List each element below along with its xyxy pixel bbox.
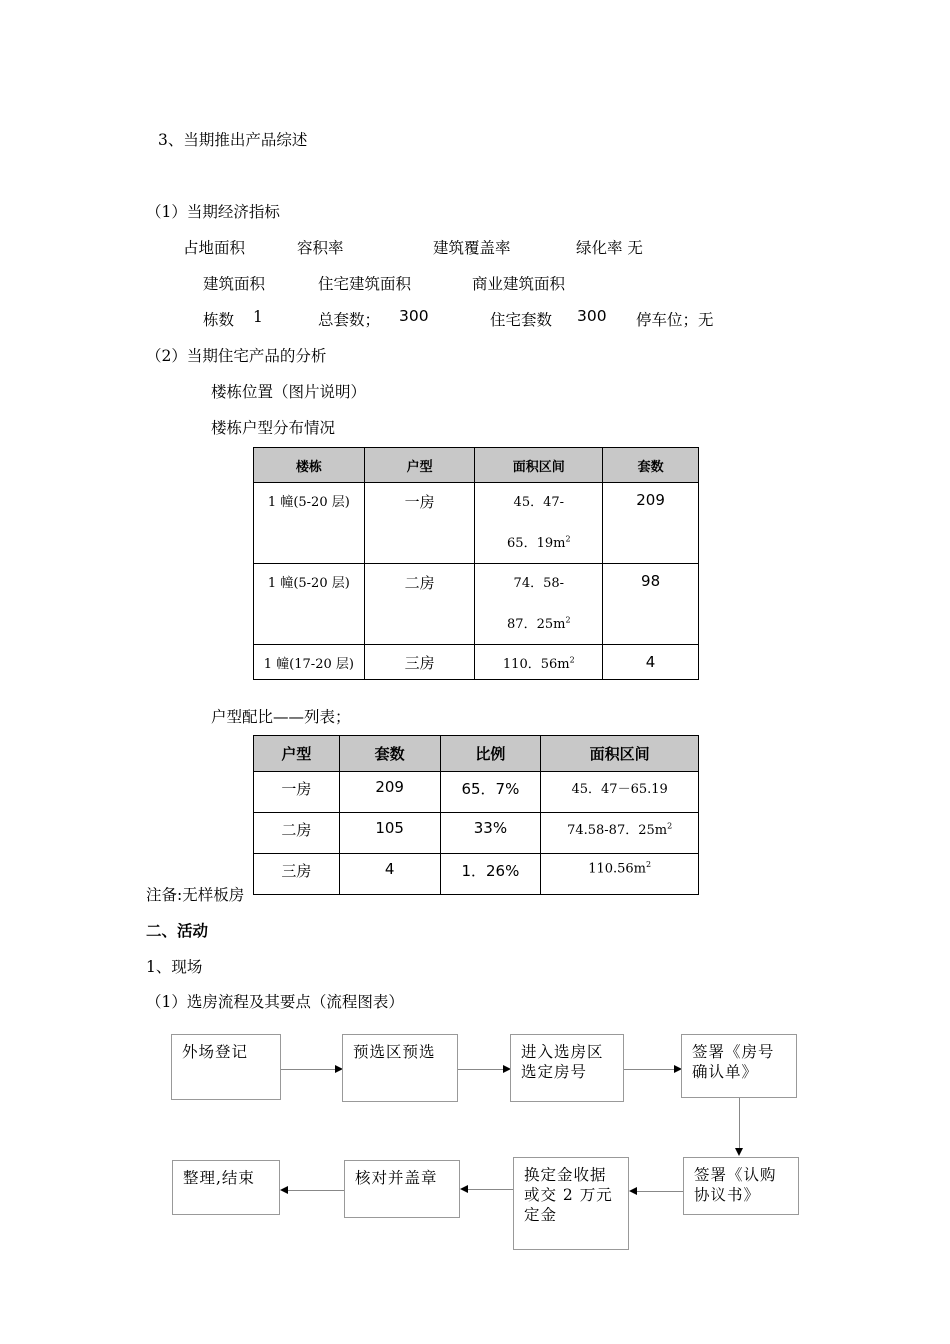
cell-area [475,564,603,645]
residential-area-label: 住宅建筑面积 [318,275,412,293]
total-units-label: 总套数； [318,311,381,329]
flow-step-label: 签署《房号确认单》 [692,1043,775,1081]
header-count: 套数 [603,448,699,483]
cell-type: 三房 [364,645,475,680]
cell-area [541,813,699,854]
flow-connector [739,1098,740,1148]
table-row [254,645,699,680]
ratio-title: 户型配比——列表； [211,708,351,726]
arrow-left-icon [629,1187,637,1195]
area-line1: 45．47- [513,495,565,510]
cell-count: 209 [603,483,699,564]
flow-connector [637,1191,683,1192]
flow-step-select-room [510,1034,624,1102]
flow-step-register [171,1034,281,1100]
flow-step-verify-stamp [344,1160,460,1218]
area-text: 45．47－65.19 [571,782,668,797]
flow-connector [288,1190,344,1191]
flow-title: （1）选房流程及其要点（流程图表） [146,993,404,1011]
cell-area [541,772,699,813]
header-building: 楼栋 [254,448,365,483]
commercial-area-label: 商业建筑面积 [472,275,566,293]
cell-count: 4 [603,645,699,680]
cell-type: 一房 [254,772,340,813]
residential-units-label: 住宅套数 [490,311,553,329]
area-line1: 74．58- [513,576,565,591]
distribution-table [253,447,699,680]
activity-heading: 二、活动 [146,921,209,940]
cell-ratio: 1．26% [440,854,541,895]
note-text: 注备:无样板房 [146,886,245,904]
header-type: 户型 [254,736,340,772]
cell-type: 一房 [364,483,475,564]
header-area: 面积区间 [541,736,699,772]
coverage-label: 建筑覆盖率 [433,239,511,257]
area-line2 [475,613,602,632]
flow-step-label: 进入选房区选定房号 [521,1043,604,1081]
cell-count: 4 [339,854,440,895]
cell-building: 1 幢(5-20 层) [254,564,365,645]
parking-label: 停车位；无 [636,311,714,329]
cell-count: 105 [339,813,440,854]
ratio-table [253,735,699,895]
flow-step-label: 核对并盖章 [355,1169,438,1187]
cell-building: 1 幢(5-20 层) [254,483,365,564]
flow-step-label: 签署《认购协议书》 [694,1166,777,1204]
onsite-heading: 1、现场 [146,958,203,976]
flow-connector [281,1069,335,1070]
flow-step-deposit [513,1157,629,1250]
cell-area [475,645,603,680]
table-header-row [254,736,699,772]
building-area-label: 建筑面积 [203,275,266,293]
flow-step-preselect [342,1034,458,1102]
cell-type: 三房 [254,854,340,895]
location-text: 楼栋位置（图片说明） [211,383,367,401]
cell-ratio: 33% [440,813,541,854]
cell-ratio: 65．7% [440,772,541,813]
flow-connector [458,1069,503,1070]
header-count: 套数 [339,736,440,772]
area-text: 110.56m [588,861,647,877]
table-row [254,483,699,564]
buildings-value: 1 [253,308,263,326]
area-sup: 2 [667,821,673,831]
area-text: 74.58-87．25m [567,823,668,838]
flow-step-subscription [683,1157,799,1215]
flow-step-room-confirm [681,1034,797,1098]
flow-connector [468,1189,513,1190]
table-row [254,854,699,895]
cell-area [541,854,699,895]
buildings-label: 栋数 [203,311,235,329]
area-text: 110．56m [502,656,570,672]
cell-type: 二房 [254,813,340,854]
flow-step-finish [172,1160,280,1215]
table-row [254,564,699,645]
cell-count: 98 [603,564,699,645]
section-title: 3、当期推出产品综述 [158,131,308,149]
area-text: 87．25m [507,617,566,632]
green-ratio-label: 绿化率 无 [576,239,643,257]
plot-ratio-label: 容积率 [297,239,344,257]
total-units-value: 300 [399,307,429,325]
flow-step-label: 整理,结束 [183,1169,255,1187]
area-text: 65．19m [507,536,566,551]
cell-count: 209 [339,772,440,813]
residential-units-value: 300 [577,307,607,325]
flow-connector [624,1069,674,1070]
area-sup: 2 [565,615,571,625]
area-sup: 2 [646,860,652,869]
area-line2 [475,532,602,551]
cell-building: 1 幢(17-20 层) [254,645,365,680]
area-sup: 2 [565,534,571,544]
arrow-left-icon [280,1186,288,1194]
flow-step-label: 外场登记 [182,1043,249,1061]
flow-step-label: 换定金收据或交 2 万元定金 [524,1166,613,1224]
cell-area [475,483,603,564]
arrow-left-icon [460,1185,468,1193]
area-sup: 2 [569,655,575,665]
table-header-row [254,448,699,483]
land-area-label: 占地面积 [183,239,246,257]
flow-step-label: 预选区预选 [353,1043,436,1061]
table-row [254,772,699,813]
header-ratio: 比例 [440,736,541,772]
distribution-title: 楼栋户型分布情况 [211,419,336,437]
arrow-down-icon [735,1148,743,1156]
cell-type: 二房 [364,564,475,645]
indicators-heading: （1）当期经济指标 [146,203,280,221]
analysis-heading: （2）当期住宅产品的分析 [146,347,327,365]
header-type: 户型 [364,448,475,483]
header-area: 面积区间 [475,448,603,483]
table-row [254,813,699,854]
